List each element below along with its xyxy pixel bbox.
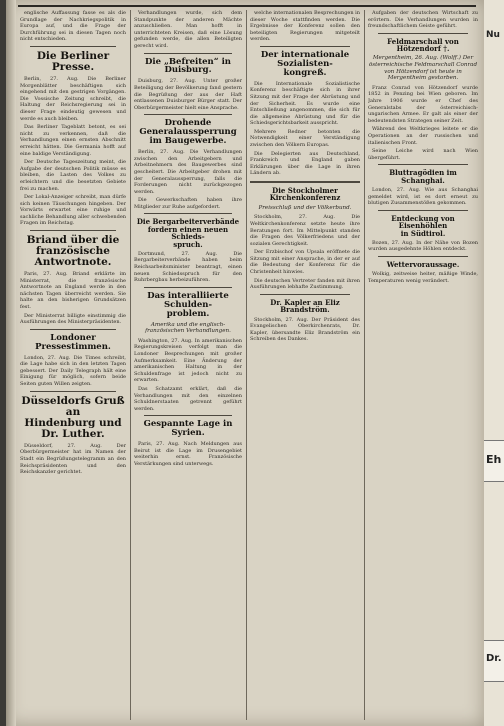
article-text: Düsseldorf, 27. Aug. Der Oberbürgermeister hat im Namen der Stadt ein Begrüßungstelegramm an den Reichspräsidenten und den Reichskanzler gerichtet. [20,442,126,476]
subheadline: Preisschluß und der Völkerbund. [258,204,352,211]
headline-line: spruch. [173,239,203,249]
headline [368,215,478,237]
divider [144,213,232,214]
article-text: Dortmund, 27. Aug. Die Bergarbeiterverbände haben beim Reichsarbeitsminister beantragt, einen neuen Schiedsspruch für den Ruhrbergbau herbeizuführen. [134,250,242,284]
subheadline: Amerika und die englisch-französischen Verhandlungen. [145,321,231,335]
article-text: Der Lokal-Anzeiger schreibt, man dürfe sich keinen Täuschungen hingeben. Der Vorwärts erwartet eine ruhige und sachliche Behandlung aller schwebenden Fragen im Reichstag. [20,194,126,227]
column-3 [250,10,360,722]
headline: Die Stockholmer Kirchenkonferenz [269,186,341,203]
article-text: englische Auffassung fasse es als die Grundlage der Nachkriegspolitik in Europa auf, und die Frage der Durchführung sei in diesen Tagen noch nicht entschieden. [20,10,126,43]
article-text: Berlin, 27. Aug. Die Berliner Morgenblätter beschäftigen sich eingehend mit den gestrigen Vorgängen. Die Vossische Zeitung schreibt, die Haltung der Reichsregierung sei in dieser Frage eindeutig gewesen und werde es auch bleiben. [20,76,126,122]
newspaper-page [6,0,484,726]
article-text: Verhandlungen wurde, sich dem Standpunkte der anderen Mächte anzuschließen. Man hofft in unterrichteten Kreisen, daß eine Lösung gefunden werde, die allen Beteiligten gerecht wird. [134,10,242,49]
headline-line: Das interalliierte Schulden- [147,290,229,310]
divider [144,287,232,288]
column-1 [20,10,126,722]
divider [144,114,232,115]
article-text: Die Delegierten aus Deutschland, Frankreich und England gaben Erklärungen über die Lage in ihren Ländern ab. [250,150,360,177]
column-4 [368,10,478,722]
article-text: Das Schatzamt erklärt, daß die Verhandlungen mit den einzelnen Schuldnerstaaten getrennt geführt werden. [134,385,242,412]
divider [144,53,232,54]
article-text: Paris, 27. Aug. Nach Meldungen aus Beirut ist die Lage im Drusengebiet weiterhin ernst. Französische Verstärkungen sind unterwegs. [134,441,242,467]
article-text: welche internationalen Besprechungen in dieser Woche stattfinden werden. Die Ergebnisse der Konferenz sollen den beteiligten Regierungen mitgeteilt werden. [250,10,360,43]
strip-box [484,640,504,682]
divider [378,33,468,34]
divider [260,46,350,47]
article-text: Während des Weltkrieges leitete er die Operationen an der russischen und italienischen Front. [368,126,478,146]
headline-line: Die Bergarbeiterverbände [136,217,240,227]
divider [250,181,360,183]
article-text: Duisburg, 27. Aug. Unter großer Beteiligung der Bevölkerung fand gestern die Begrüßung der aus der Haft entlassenen Duisburger Bürger statt. Der Oberbürgermeister hielt eine Ansprache. [134,78,242,111]
adjacent-page-strip [484,0,504,726]
subheadline: Mergentheim, 26. Aug. (Wolff.) Der österreichische Feldmarschall Conrad von Hötzendorf ist heute in Mergentheim gestorben. [368,55,478,82]
divider [30,391,116,392]
strip-text: Nu [486,30,500,40]
headline: Wettervoraussage. [386,260,460,270]
headline [250,51,360,78]
headline-line: Hindenburg und Dr. Luther. [24,416,122,440]
headline [20,235,126,268]
divider [378,210,468,211]
headline [20,396,126,440]
divider [30,329,116,330]
headline-line: französische Antwortnote. [34,245,112,269]
divider [378,164,468,165]
column-2 [134,10,242,722]
divider [30,230,116,231]
divider [378,256,468,257]
article-text: Paris, 27. Aug. Briand erklärte im Ministerrat, die französische Antwortnote an England werde in den nächsten Tagen überreicht werden. Sie halte an den bisherigen Grundsätzen fest. [20,271,126,311]
article-text: Wolkig, zeitweise heiter, mäßige Winde, Temperaturen wenig verändert. [368,271,478,284]
headline [134,292,242,319]
article-text: Der Deutsche Tageszeitung meint, die Aufgabe der deutschen Politik müsse es bleiben, die Lasten des Volkes zu erleichtern und die besetzten Gebiete frei zu machen. [20,159,126,192]
strip-box [484,440,504,482]
article-text: Mehrere Redner betonten die Notwendigkeit einer Verständigung zwischen den Völkern Europas. [250,128,360,149]
headline-line: Entdeckung von Eisenhöhlen [391,213,455,231]
headline-line: im Baugewerbe. [149,136,227,147]
article-text: London, 27. Aug. Wie aus Schanghai gemeldet wird, ist es dort erneut zu blutigen Zusammenstößen gekommen. [368,187,478,207]
headline [134,218,242,247]
article-text: Die Internationale Sozialistische Konferenz beschäftigte sich in ihrer Sitzung mit der Frage der Abrüstung und der Sicherheit. Es wurde eine Entschließung angenommen, die sich für die allgemeine Abrüstung und für die Schiedsgerichtsbarkeit ausspricht. [250,80,360,127]
article-text: London, 27. Aug. Die Times schreibt, die Lage habe sich in den letzten Tagen gebessert. Der Daily Telegraph hält eine Einigung für möglich, sofern beide Seiten guten Willen zeigten. [20,354,126,388]
article-text: Stockholm, 27. Aug. Die Weltkirchenkonferenz setzte heute ihre Beratungen fort. Im Mittelpunkt standen die Fragen des Völkerfriedens und der sozialen Gerechtigkeit. [250,214,360,247]
column-rule [246,10,247,720]
top-rule [18,5,476,7]
headline-line: fordern einen neuen Schieds- [147,224,229,242]
article-text: Stockholm, 27. Aug. Der Präsident des Evangelischen Oberkirchenrats, Dr. Kapler, übersandte Eliz Brandström ein Schreiben des Dankes. [250,316,360,343]
headline-line: Der internationale Sozialisten- [260,49,350,69]
headline: Die Berliner Presse. [36,49,110,73]
headline-line: Drohende Generalaussperrung [139,118,237,138]
headline: Gespannte Lage in Syrien. [143,419,233,439]
article-text: Berlin, 27. Aug. Die Verhandlungen zwischen den Arbeitgebern und Arbeitnehmern des Baugewerbes sind gescheitert. Die Arbeitgeber drohen mit der Generalaussperrung, falls die Forderungen nicht zurückgezogen werden. [134,149,242,195]
headline-line: Düsseldorfs Gruß an [21,394,125,418]
article-text: Die deutschen Vertreter fanden mit ihren Ausführungen lebhafte Zustimmung. [250,277,360,291]
divider [144,415,232,416]
column-rule [364,10,365,720]
strip-text: Dr. [486,653,502,664]
article-text: Seine Leiche wird nach Wien übergeführt. [368,148,478,161]
headline: Dr. Kapler an Eliz Brandström. [270,297,340,315]
article-text: Franz Conrad von Hötzendorf wurde 1852 in Penzing bei Wien geboren. Im Jahre 1906 wurde er Chef des Generalstabs der österreichisch-ungarischen Armee. Er galt als einer der bedeutendsten Strategen seiner Zeit. [368,84,478,124]
headline: Feldmarschall von Hötzendorf †. [387,36,459,54]
article-text: Der Ministerrat billigte einstimmig die Ausführungen des Ministerpräsidenten. [20,312,126,326]
headline-line: in Südtirol. [400,228,446,238]
headline-line: Briand über die [26,234,120,247]
article-text: Das Berliner Tageblatt betont, es sei nicht zu verkennen, daß die Verhandlungen einen ernsten Abschnitt erreicht hätten. Die Germania hofft auf eine baldige Verständigung. [20,124,126,157]
article-text: Washington, 27. Aug. In amerikanischen Regierungskreisen verfolgt man die Londoner Besprechungen mit großer Aufmerksamkeit. Eine Änderung der amerikanischen Haltung in der Schuldenfrage ist jedoch nicht zu erwarten. [134,337,242,384]
strip-text: Eh [486,453,502,466]
headline [134,119,242,146]
article-text: Bozen, 27. Aug. In der Nähe von Bozen wurden ausgedehnte Höhlen entdeckt. [368,239,478,253]
article-text: Der Erzbischof von Upsala eröffnete die Sitzung mit einer Ansprache, in der er auf die Bedeutung der Konferenz für die Christenheit hinwies. [250,249,360,276]
headline: Londoner Pressestimmen. [35,332,111,352]
headline-line: problem. [166,308,210,319]
headline: Die „Befreiten“ in Duisburg. [145,56,231,76]
divider [260,294,350,295]
headline: Bluttragödien im Schanghai. [389,168,457,185]
article-text: Die Gewerkschaften haben ihre Mitglieder zur Ruhe aufgefordert. [134,197,242,210]
divider [30,46,116,47]
column-rule [130,10,131,720]
headline-line: kongreß. [283,67,327,78]
article-text: Aufgaben der deutschen Wirtschaft zu erörtern. Die Verhandlungen wurden in freundschaftlichem Geiste geführt. [368,10,478,30]
